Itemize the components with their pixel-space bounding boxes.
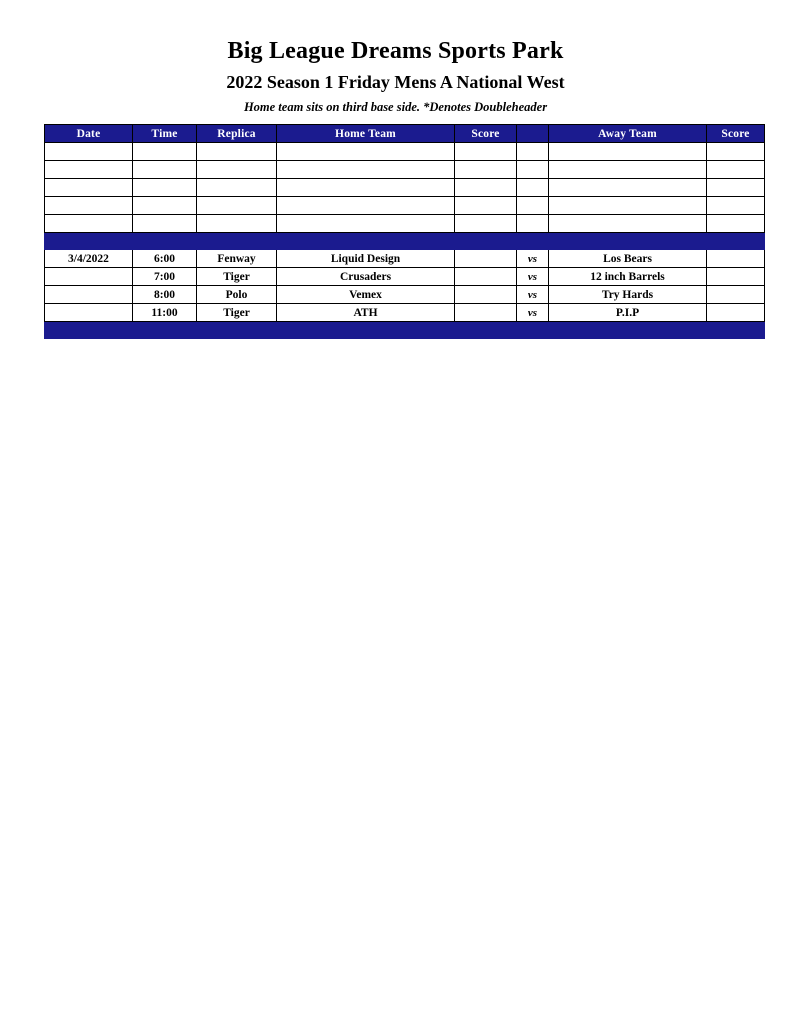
cell-score-away (707, 143, 765, 161)
cell-score-home (455, 215, 517, 233)
cell-score-home (455, 143, 517, 161)
cell-home-team: ATH (277, 304, 455, 322)
cell-replica: Tiger (197, 304, 277, 322)
table-row (45, 286, 765, 304)
cell-score-home (455, 197, 517, 215)
column-header-time: Time (133, 125, 197, 143)
cell-score-away (707, 304, 765, 322)
cell-score-away (707, 215, 765, 233)
table-row-blank (45, 143, 765, 161)
cell-home-team: Vemex (277, 286, 455, 304)
cell-score-home (455, 304, 517, 322)
cell-vs (517, 161, 549, 179)
cell-replica (197, 179, 277, 197)
cell-date (45, 286, 133, 304)
cell-vs: vs (517, 268, 549, 286)
cell-date (45, 304, 133, 322)
column-header-date: Date (45, 125, 133, 143)
cell-home-team (277, 215, 455, 233)
cell-replica (197, 197, 277, 215)
cell-time (133, 161, 197, 179)
schedule-table (44, 124, 765, 339)
cell-time: 7:00 (133, 268, 197, 286)
cell-replica: Tiger (197, 268, 277, 286)
cell-date (45, 197, 133, 215)
cell-away-team (549, 215, 707, 233)
cell-time (133, 197, 197, 215)
cell-date: 3/4/2022 (45, 250, 133, 268)
schedule-table-container (44, 124, 764, 339)
cell-vs (517, 197, 549, 215)
cell-home-team (277, 161, 455, 179)
cell-vs: vs (517, 250, 549, 268)
table-row (45, 268, 765, 286)
cell-score-away (707, 286, 765, 304)
document-header (0, 0, 791, 115)
table-row-blank (45, 197, 765, 215)
column-header-home-team: Home Team (277, 125, 455, 143)
cell-time: 11:00 (133, 304, 197, 322)
cell-home-team (277, 197, 455, 215)
cell-score-away (707, 197, 765, 215)
column-header-score-away: Score (707, 125, 765, 143)
cell-score-home (455, 179, 517, 197)
table-row-blank (45, 215, 765, 233)
column-header-replica: Replica (197, 125, 277, 143)
column-header-away-team: Away Team (549, 125, 707, 143)
cell-time: 8:00 (133, 286, 197, 304)
cell-replica: Fenway (197, 250, 277, 268)
cell-home-team (277, 179, 455, 197)
cell-score-away (707, 268, 765, 286)
cell-score-home (455, 286, 517, 304)
cell-score-home (455, 161, 517, 179)
separator-band-bottom (45, 322, 765, 339)
cell-away-team: Try Hards (549, 286, 707, 304)
cell-away-team (549, 143, 707, 161)
cell-time (133, 215, 197, 233)
cell-away-team (549, 197, 707, 215)
cell-score-home (455, 268, 517, 286)
cell-score-home (455, 250, 517, 268)
cell-replica (197, 215, 277, 233)
cell-replica (197, 143, 277, 161)
cell-time (133, 143, 197, 161)
table-row-blank (45, 179, 765, 197)
cell-away-team: P.I.P (549, 304, 707, 322)
cell-time (133, 179, 197, 197)
cell-vs: vs (517, 286, 549, 304)
cell-score-away (707, 179, 765, 197)
cell-replica: Polo (197, 286, 277, 304)
cell-away-team: 12 inch Barrels (549, 268, 707, 286)
table-row (45, 304, 765, 322)
page-subtitle: 2022 Season 1 Friday Mens A National West (226, 71, 565, 92)
cell-away-team: Los Bears (549, 250, 707, 268)
table-row-blank (45, 161, 765, 179)
cell-home-team: Crusaders (277, 268, 455, 286)
table-header-row (45, 125, 765, 143)
cell-date (45, 143, 133, 161)
cell-date (45, 161, 133, 179)
separator-band-top (45, 233, 765, 250)
cell-vs (517, 179, 549, 197)
table-body (45, 143, 765, 339)
cell-away-team (549, 179, 707, 197)
cell-date (45, 268, 133, 286)
cell-vs (517, 143, 549, 161)
table-row (45, 250, 765, 268)
column-header-vs (517, 125, 549, 143)
cell-home-team: Liquid Design (277, 250, 455, 268)
cell-vs (517, 215, 549, 233)
cell-date (45, 215, 133, 233)
column-header-score-home: Score (455, 125, 517, 143)
cell-home-team (277, 143, 455, 161)
page-title: Big League Dreams Sports Park (227, 38, 564, 64)
cell-date (45, 179, 133, 197)
cell-score-away (707, 250, 765, 268)
cell-score-away (707, 161, 765, 179)
page-note: Home team sits on third base side. *Denotes Doubleheader (243, 100, 548, 115)
cell-time: 6:00 (133, 250, 197, 268)
cell-replica (197, 161, 277, 179)
cell-away-team (549, 161, 707, 179)
cell-vs: vs (517, 304, 549, 322)
